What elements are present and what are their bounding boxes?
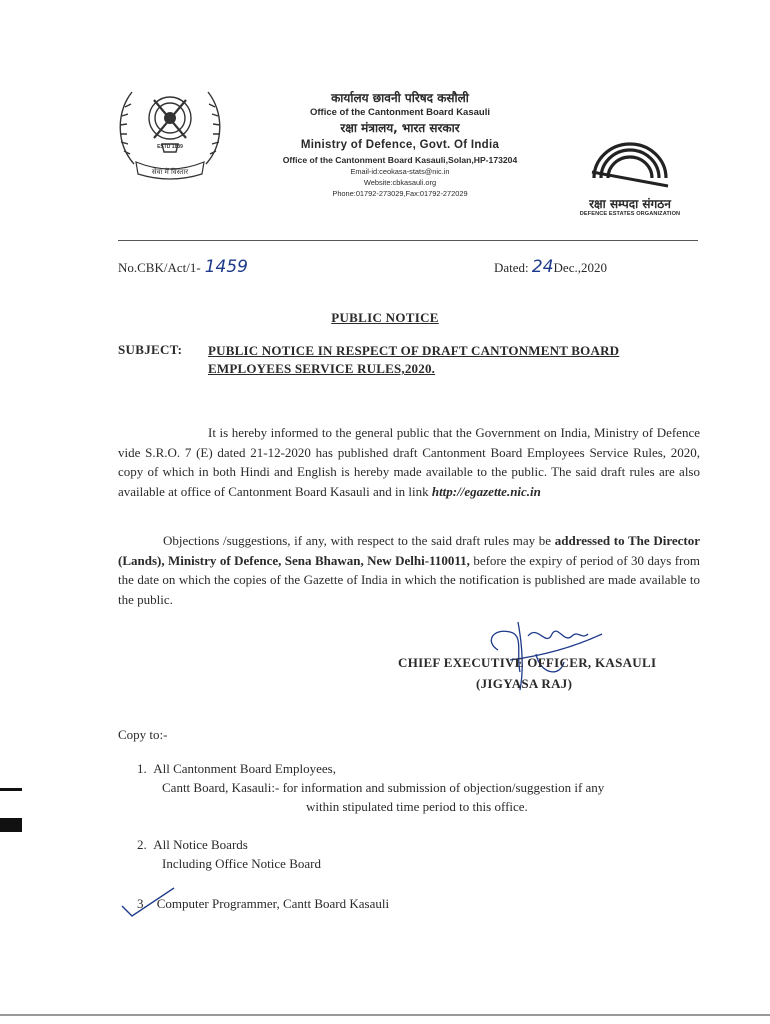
cantonment-board-emblem bbox=[112, 84, 228, 184]
office-website: Website:cbkasauli.org bbox=[363, 178, 437, 187]
reference-label: No.CBK/Act/1- bbox=[118, 260, 201, 275]
notice-title: PUBLIC NOTICE bbox=[331, 310, 439, 325]
date-line bbox=[494, 257, 607, 277]
list-item bbox=[137, 835, 248, 855]
defence-estates-logo bbox=[574, 112, 686, 217]
logo-text-hindi: रक्षा सम्पदा संगठन bbox=[589, 197, 671, 211]
subject-label: SUBJECT: bbox=[118, 342, 183, 357]
paragraph-2-text-b: before the expiry of period of 30 days from the date on which the copies of the Gazette of India in which the notification is published are made available to the public. bbox=[118, 552, 700, 607]
emblem-ribbon-text: सेवा में विस्तार bbox=[151, 168, 189, 176]
date-rest: Dec.,2020 bbox=[553, 260, 607, 275]
copy-to-label: Copy to:- bbox=[118, 727, 168, 742]
date-label: Dated: bbox=[494, 260, 529, 275]
body-paragraph-1 bbox=[118, 423, 700, 501]
office-name-hindi: कार्यालय छावनी परिषद कसौली bbox=[331, 91, 469, 105]
reference-number bbox=[118, 257, 248, 277]
emblem-estd: ESTD 1839 bbox=[157, 144, 183, 150]
list-item-number: 1. bbox=[137, 761, 147, 776]
office-phone: Phone:01792-273029,Fax:01792-272029 bbox=[332, 189, 468, 198]
checkmark-icon bbox=[118, 884, 178, 925]
list-item-text: Cantt Board, Kasauli:- for information and submission of objection/suggestion if any bbox=[162, 780, 605, 795]
signatory-name: (JIGYASA RAJ) bbox=[476, 676, 573, 691]
list-item-text: Including Office Notice Board bbox=[162, 856, 321, 871]
scan-edge-mark bbox=[0, 788, 22, 791]
egazette-link[interactable]: http://egazette.nic.in bbox=[431, 483, 541, 499]
list-item-number: 3. bbox=[137, 896, 147, 911]
subject-line-1: PUBLIC NOTICE IN RESPECT OF DRAFT CANTONMENT BOARD bbox=[208, 343, 620, 358]
ministry-hindi: रक्षा मंत्रालय, भारत सरकार bbox=[340, 121, 460, 135]
paragraph-2-address: addressed to The Director (Lands), Ministry of Defence, Sena Bhawan, New Delhi-110011, bbox=[118, 533, 701, 568]
letterhead bbox=[235, 90, 565, 199]
scan-edge-mark bbox=[0, 818, 22, 832]
logo-text-english: DEFENCE ESTATES ORGANIZATION bbox=[579, 211, 681, 217]
scan-bottom-edge bbox=[0, 1014, 770, 1016]
subject-text bbox=[208, 342, 708, 378]
office-email: Email-id:ceokasa-stats@nic.in bbox=[350, 167, 450, 176]
subject-line-2: EMPLOYEES SERVICE RULES,2020. bbox=[208, 361, 436, 376]
list-item-text: All Cantonment Board Employees, bbox=[153, 761, 336, 776]
ministry-english: Ministry of Defence, Govt. Of India bbox=[300, 139, 500, 151]
handwritten-day: 24 bbox=[531, 257, 554, 277]
paragraph-1-text: It is hereby informed to the general public that the Government on India, Ministry of Defence vide S.R.O. 7 (E) dated 21-12-2020 has published draft Cantonment Board Employees Service Rules, 2020, copy of which in both Hindi and English is hereby made available to the public. The said draft rules are also available at office of Cantonment Board Kasauli and in link bbox=[118, 425, 700, 499]
body-paragraph-2 bbox=[118, 531, 700, 609]
list-item-text: All Notice Boards bbox=[153, 837, 248, 852]
list-item-text: within stipulated time period to this office. bbox=[306, 799, 528, 814]
list-item-number: 2. bbox=[137, 837, 147, 852]
list-item bbox=[137, 759, 336, 779]
office-name-english: Office of the Cantonment Board Kasauli bbox=[310, 107, 490, 118]
signatory-designation: CHIEF EXECUTIVE OFFICER, KASAULI bbox=[398, 655, 657, 670]
paragraph-2-text-a: Objections /suggestions, if any, with respect to the said draft rules may be bbox=[163, 533, 555, 548]
handwritten-number: 1459 bbox=[204, 257, 248, 277]
list-item-text: Computer Programmer, Cantt Board Kasauli bbox=[156, 896, 390, 911]
office-address: Office of the Cantonment Board Kasauli,Solan,HP-173204 bbox=[282, 155, 518, 165]
header-divider bbox=[118, 240, 698, 241]
